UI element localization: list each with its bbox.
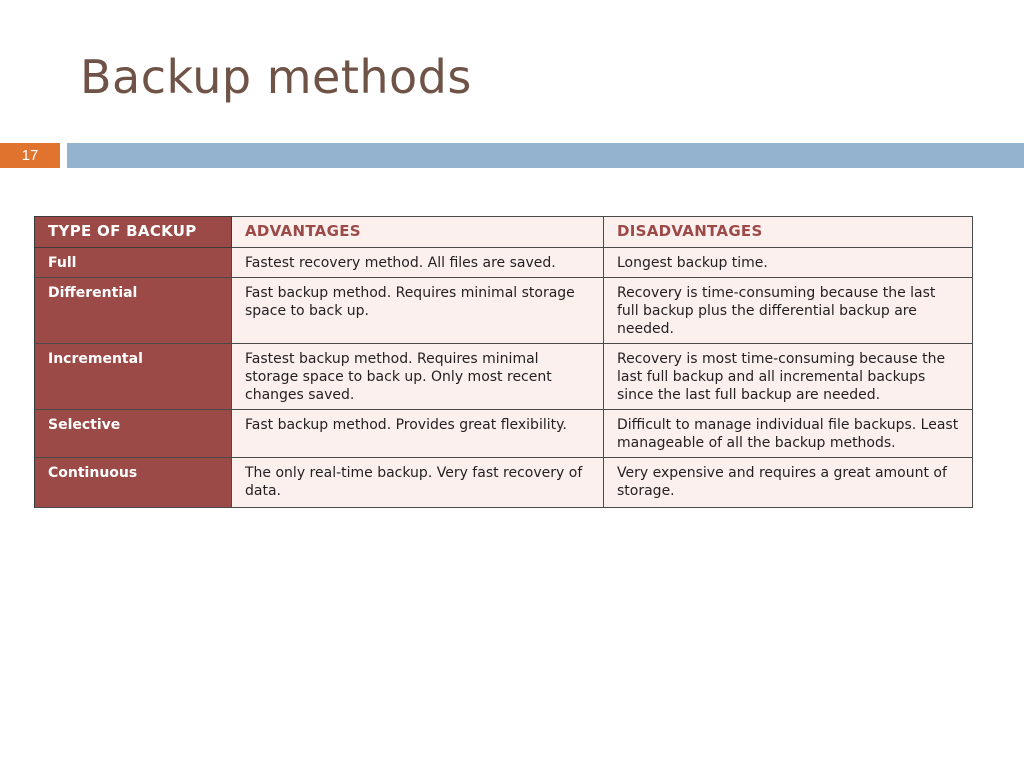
- table-header-row: [35, 217, 973, 248]
- backup-type-cell: Incremental: [35, 344, 232, 410]
- advantages-cell: Fast backup method. Provides great flexibility.: [232, 410, 604, 458]
- backup-type-cell: Continuous: [35, 458, 232, 508]
- advantages-cell: The only real-time backup. Very fast recovery of data.: [232, 458, 604, 508]
- slide-number: 17: [0, 143, 60, 168]
- advantages-cell: Fast backup method. Requires minimal storage space to back up.: [232, 278, 604, 344]
- title-accent-bar: [67, 143, 1024, 168]
- table-row: [35, 278, 973, 344]
- disadvantages-cell: Recovery is time-consuming because the last full backup plus the differential backup are needed.: [604, 278, 973, 344]
- backup-type-cell: Full: [35, 248, 232, 278]
- advantages-cell: Fastest backup method. Requires minimal storage space to back up. Only most recent changes saved.: [232, 344, 604, 410]
- slide-title: Backup methods: [80, 50, 472, 104]
- disadvantages-cell: Difficult to manage individual file backups. Least manageable of all the backup methods.: [604, 410, 973, 458]
- disadvantages-cell: Recovery is most time-consuming because the last full backup and all incremental backups since the last full backup are needed.: [604, 344, 973, 410]
- disadvantages-cell: Longest backup time.: [604, 248, 973, 278]
- backup-type-cell: Selective: [35, 410, 232, 458]
- backup-methods-table: [34, 216, 973, 508]
- header-type-of-backup: TYPE OF BACKUP: [35, 217, 232, 248]
- table-row: [35, 344, 973, 410]
- header-advantages: ADVANTAGES: [232, 217, 604, 248]
- backup-type-cell: Differential: [35, 278, 232, 344]
- table-row: [35, 410, 973, 458]
- table-row: [35, 248, 973, 278]
- header-disadvantages: DISADVANTAGES: [604, 217, 973, 248]
- table-row: [35, 458, 973, 508]
- disadvantages-cell: Very expensive and requires a great amount of storage.: [604, 458, 973, 508]
- advantages-cell: Fastest recovery method. All files are saved.: [232, 248, 604, 278]
